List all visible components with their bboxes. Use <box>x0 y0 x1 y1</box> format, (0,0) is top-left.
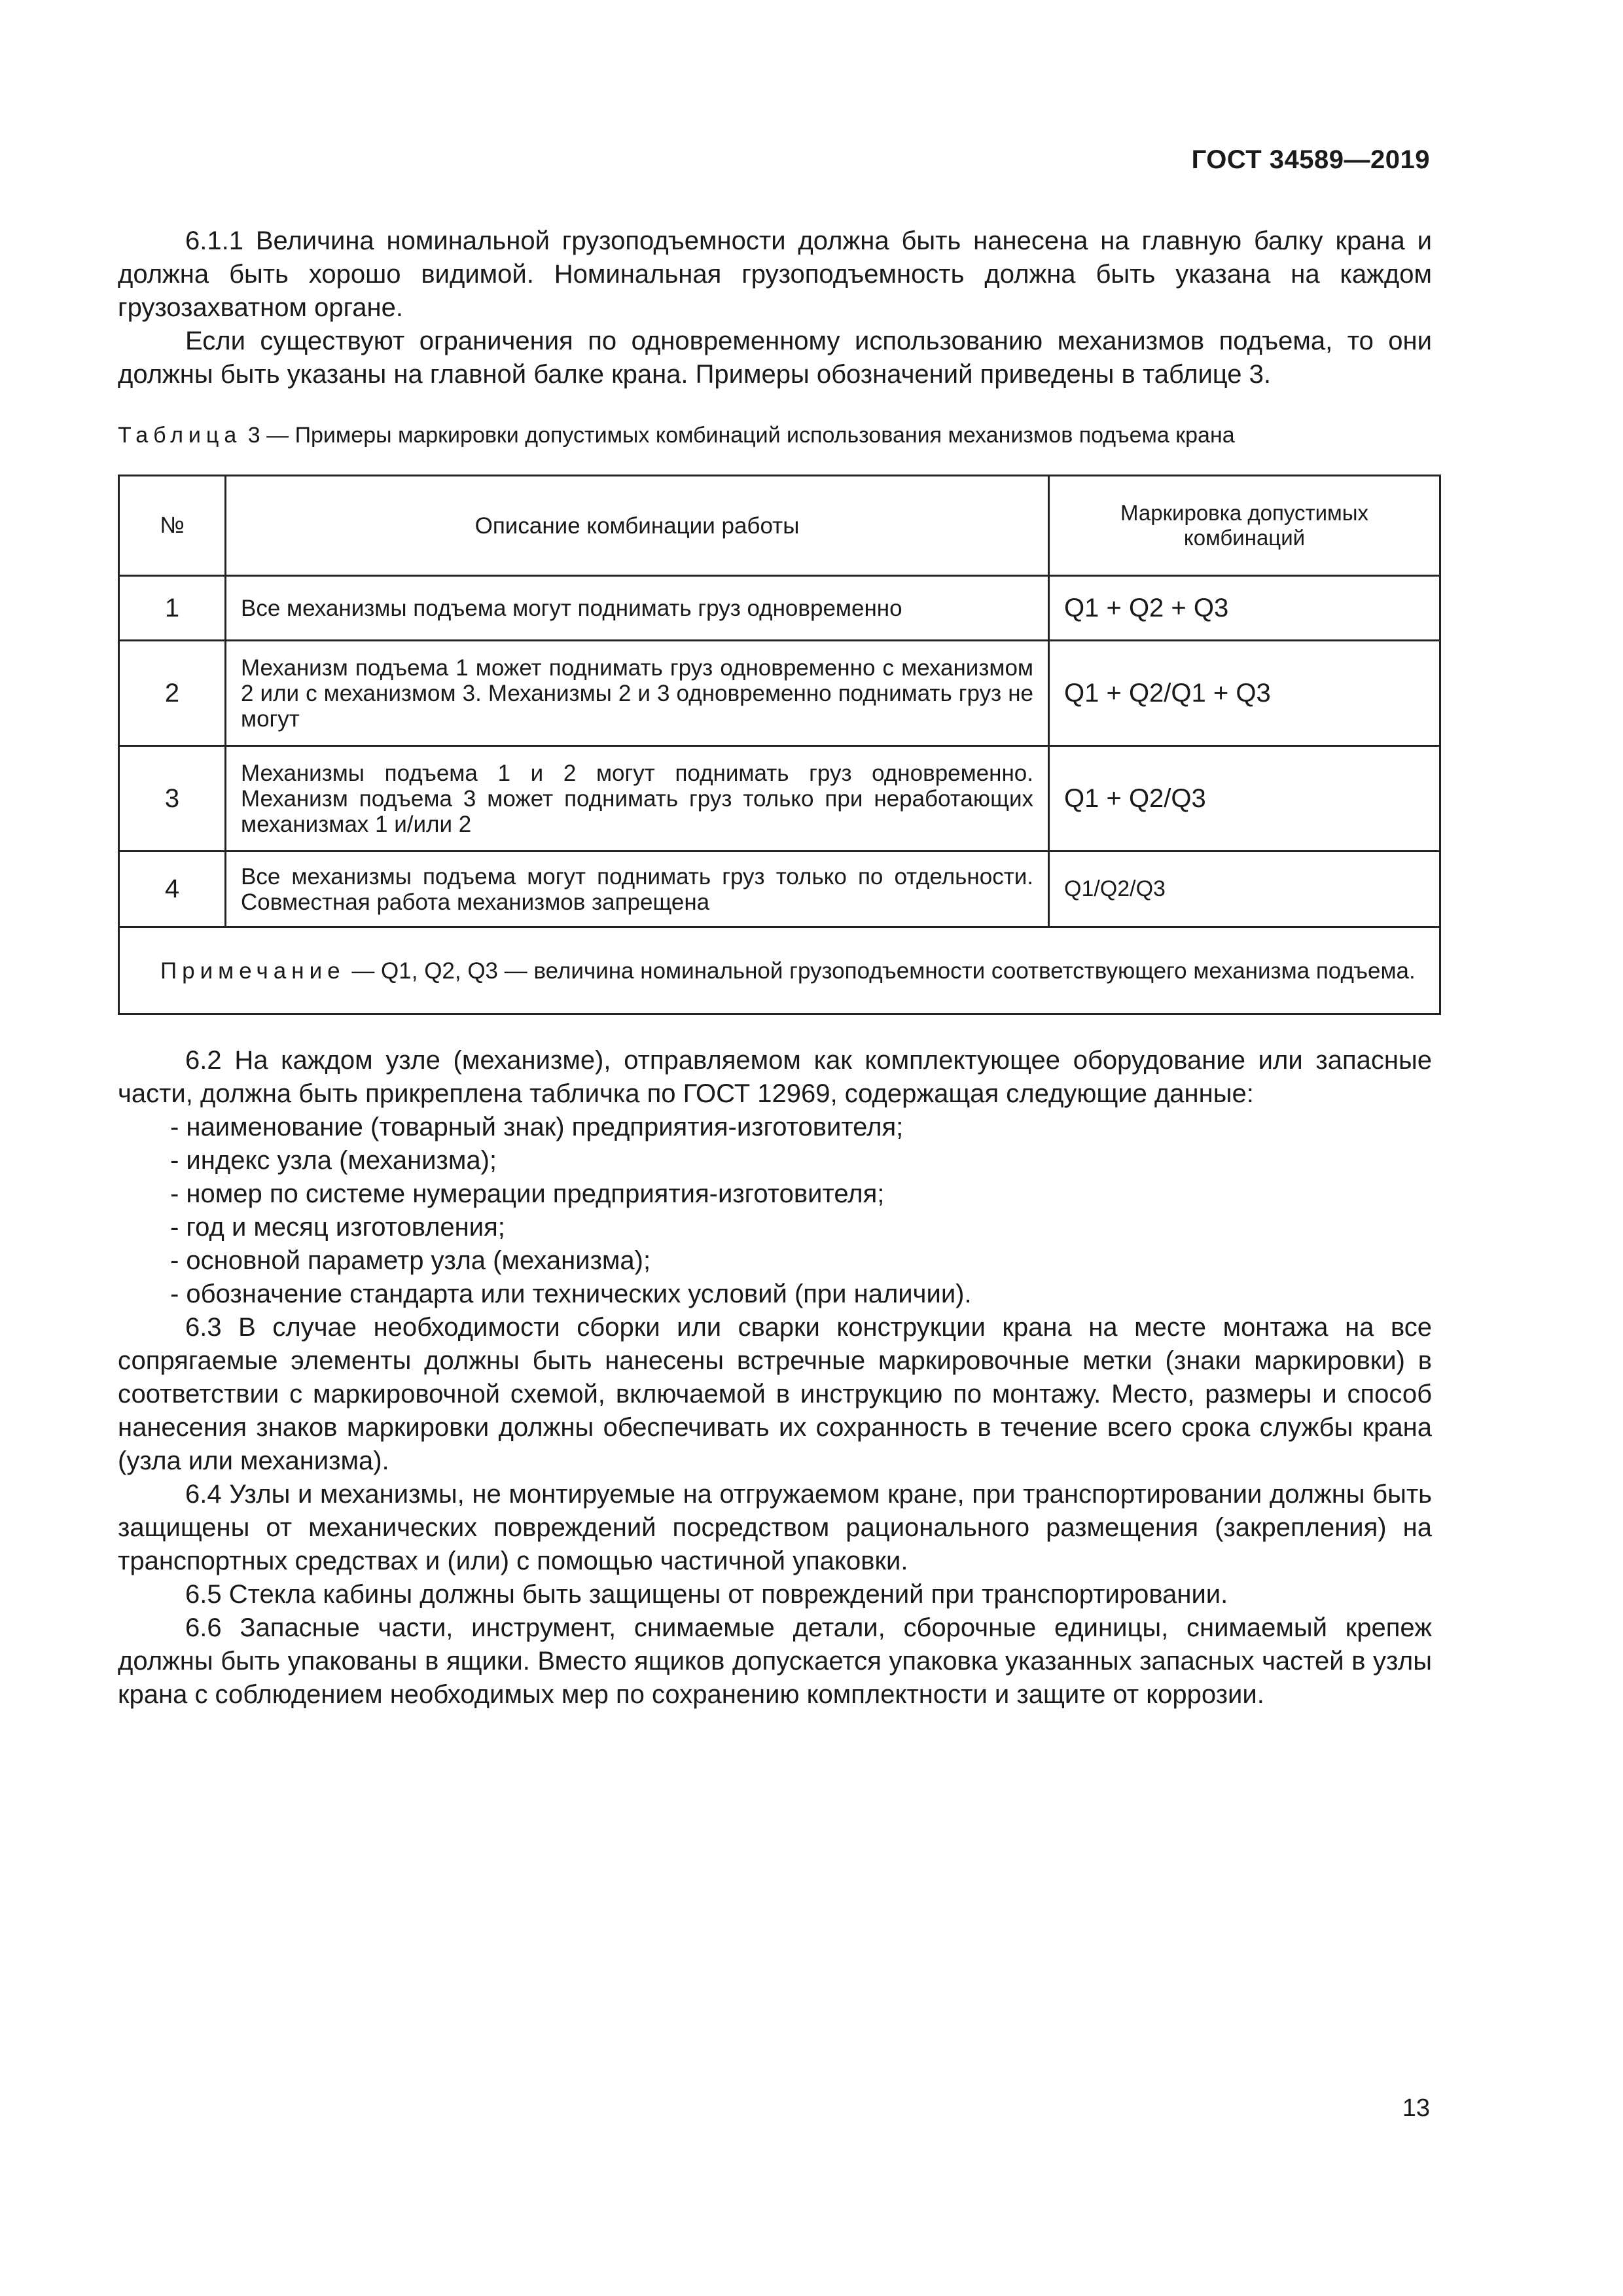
list-item: - индекс узла (механизма); <box>170 1146 497 1175</box>
list-item: - номер по системе нумерации предприятия-изготовителя; <box>170 1179 885 1208</box>
row-description: Механизм подъема 1 может поднимать груз одновременно с механизмом 2 или с механизмом 3. Механизмы 2 и 3 одновременно поднимать груз не могут <box>226 641 1049 746</box>
note-label: Примечание <box>160 958 346 984</box>
table-caption <box>118 423 1235 448</box>
row-description: Все механизмы подъема могут поднимать груз только по отдельности. Совместная работа механизмов запрещена <box>226 852 1049 927</box>
note-text: — Q1, Q2, Q3 — величина номинальной грузоподъемности соответствующего механизма подъема. <box>351 958 1416 984</box>
plate-data-list <box>118 1111 1432 1311</box>
row-description: Все механизмы подъема могут поднимать груз одновременно <box>226 576 1049 641</box>
header-no: № <box>119 476 226 576</box>
section-text <box>118 1044 1432 1712</box>
list-item: - основной параметр узла (механизма); <box>170 1246 651 1275</box>
list-item: - наименование (товарный знак) предприятия-изготовителя; <box>170 1113 904 1141</box>
row-number: 3 <box>119 746 226 852</box>
row-number: 4 <box>119 852 226 927</box>
document-header: ГОСТ 34589—2019 <box>1191 145 1430 174</box>
paragraph-6-1-1: 6.1.1 Величина номинальной грузоподъемности должна быть нанесена на главную балку крана и должна быть хорошо видимой. Номинальная грузоподъемность должна быть указана на каждом грузозахватном органе. <box>118 226 1432 322</box>
table-row <box>119 576 1440 641</box>
table-caption-text: 3 — Примеры маркировки допустимых комбинаций использования механизмов подъема крана <box>247 423 1235 448</box>
paragraph-6-6: 6.6 Запасные части, инструмент, снимаемые детали, сборочные единицы, снимаемый крепеж должны быть упакованы в ящики. Вместо ящиков допускается упаковка указанных запасных частей в узлы крана с соблюдением необходимых мер по сохранению комплектности и защите от коррозии. <box>118 1613 1432 1709</box>
marking-table <box>118 475 1441 1015</box>
row-marking: Q1 + Q2/Q3 <box>1049 746 1440 852</box>
row-marking: Q1 + Q2 + Q3 <box>1049 576 1440 641</box>
row-marking: Q1/Q2/Q3 <box>1049 852 1440 927</box>
list-item: - обозначение стандарта или технических условий (при наличии). <box>170 1280 972 1308</box>
header-marking: Маркировка допустимых комбинаций <box>1049 476 1440 576</box>
page-number: 13 <box>1402 2094 1430 2122</box>
paragraph-6-5: 6.5 Стекла кабины должны быть защищены от повреждений при транспортировании. <box>185 1580 1228 1609</box>
table-row <box>119 746 1440 852</box>
intro-text <box>118 224 1432 391</box>
row-marking: Q1 + Q2/Q1 + Q3 <box>1049 641 1440 746</box>
list-item: - год и месяц изготовления; <box>170 1213 505 1242</box>
table-row <box>119 852 1440 927</box>
paragraph-6-4: 6.4 Узлы и механизмы, не монтируемые на отгружаемом кране, при транспортировании должны быть защищены от механических повреждений посредством рационального размещения (закрепления) на транспортных средствах и (или) с помощью частичной упаковки. <box>118 1480 1432 1575</box>
table-caption-label: Таблица <box>118 423 242 448</box>
table-note-row <box>119 927 1440 1014</box>
paragraph-6-3: 6.3 В случае необходимости сборки или сварки конструкции крана на месте монтажа на все сопрягаемые элементы должны быть нанесены встречные маркировочные метки (знаки маркировки) в соответствии с маркировочной схемой, включаемой в инструкцию по монтажу. Место, размеры и способ нанесения знаков маркировки должны обеспечивать их сохранность в течение всего срока службы крана (узла или механизма). <box>118 1313 1432 1475</box>
paragraph-restrictions: Если существуют ограничения по одновременному использованию механизмов подъема, то они должны быть указаны на главной балке крана. Примеры обозначений приведены в таблице 3. <box>118 327 1432 389</box>
row-number: 1 <box>119 576 226 641</box>
row-description: Механизмы подъема 1 и 2 могут поднимать груз одновременно. Механизм подъема 3 может поднимать груз только при неработающих механизмах 1 и/или 2 <box>226 746 1049 852</box>
paragraph-6-2: 6.2 На каждом узле (механизме), отправляемом как комплектующее оборудование или запасные части, должна быть прикреплена табличка по ГОСТ 12969, содержащая следующие данные: <box>118 1046 1432 1108</box>
table-header-row <box>119 476 1440 576</box>
row-number: 2 <box>119 641 226 746</box>
header-description: Описание комбинации работы <box>226 476 1049 576</box>
table-row <box>119 641 1440 746</box>
table-note <box>119 927 1440 1014</box>
